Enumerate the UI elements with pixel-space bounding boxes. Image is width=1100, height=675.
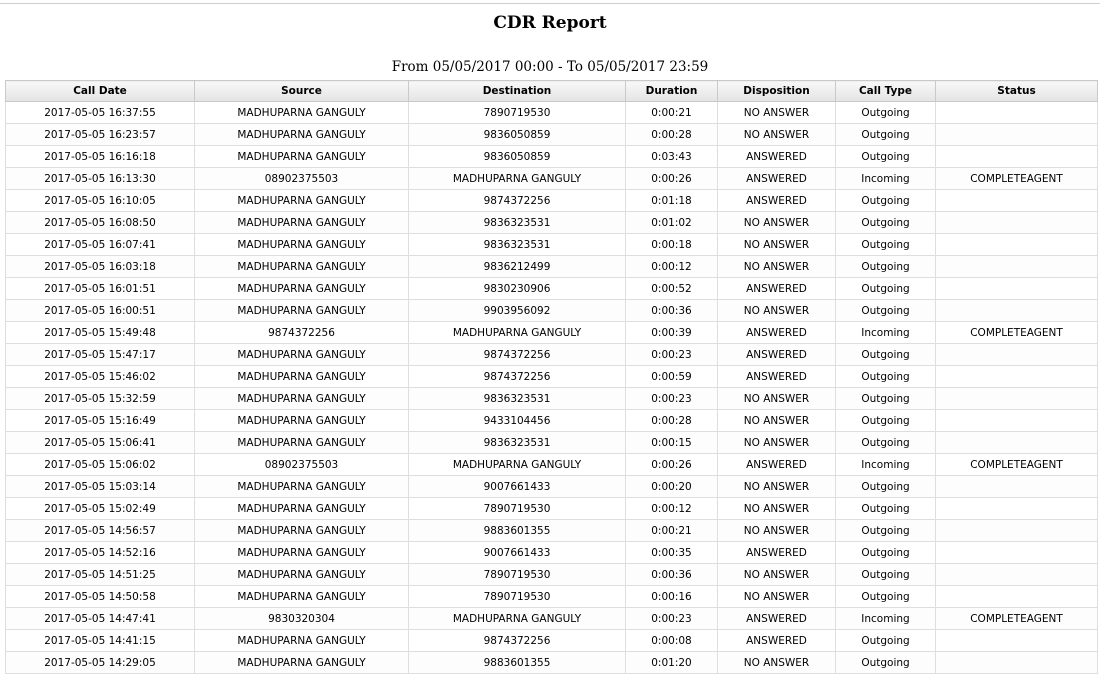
cell-status: [936, 410, 1098, 432]
cell-call-type: Outgoing: [836, 124, 936, 146]
cell-destination: 9836323531: [409, 432, 626, 454]
cell-destination: 9874372256: [409, 630, 626, 652]
column-header-destination[interactable]: Destination: [409, 81, 626, 102]
cell-duration: 0:00:08: [626, 630, 718, 652]
cell-status: [936, 630, 1098, 652]
cell-destination: 9874372256: [409, 190, 626, 212]
cell-disposition: NO ANSWER: [718, 300, 836, 322]
cell-destination: 7890719530: [409, 586, 626, 608]
cell-duration: 0:01:20: [626, 652, 718, 674]
cell-duration: 0:00:23: [626, 388, 718, 410]
cell-call-type: Outgoing: [836, 256, 936, 278]
cell-call-date: 2017-05-05 15:02:49: [6, 498, 195, 520]
cell-duration: 0:00:36: [626, 300, 718, 322]
cell-disposition: NO ANSWER: [718, 124, 836, 146]
cell-duration: 0:00:28: [626, 410, 718, 432]
cell-source: MADHUPARNA GANGULY: [195, 586, 409, 608]
cell-call-date: 2017-05-05 14:41:15: [6, 630, 195, 652]
cell-duration: 0:00:18: [626, 234, 718, 256]
cell-call-type: Outgoing: [836, 278, 936, 300]
cell-call-type: Outgoing: [836, 212, 936, 234]
cell-status: [936, 234, 1098, 256]
cell-call-date: 2017-05-05 14:52:16: [6, 542, 195, 564]
cell-source: MADHUPARNA GANGULY: [195, 344, 409, 366]
cell-disposition: ANSWERED: [718, 344, 836, 366]
table-row: [6, 212, 1098, 234]
cell-call-type: Incoming: [836, 168, 936, 190]
cell-disposition: NO ANSWER: [718, 498, 836, 520]
cell-destination: 9007661433: [409, 476, 626, 498]
cell-status: [936, 212, 1098, 234]
cell-disposition: ANSWERED: [718, 322, 836, 344]
column-header-disposition[interactable]: Disposition: [718, 81, 836, 102]
table-header-row: [6, 81, 1098, 102]
cell-call-type: Outgoing: [836, 234, 936, 256]
cell-source: MADHUPARNA GANGULY: [195, 388, 409, 410]
cell-duration: 0:00:23: [626, 608, 718, 630]
cell-duration: 0:00:21: [626, 520, 718, 542]
cell-source: MADHUPARNA GANGULY: [195, 652, 409, 674]
cell-status: [936, 190, 1098, 212]
table-body: [6, 102, 1098, 674]
cell-destination: 9836323531: [409, 212, 626, 234]
cell-disposition: ANSWERED: [718, 608, 836, 630]
cell-status: COMPLETEAGENT: [936, 168, 1098, 190]
cell-source: MADHUPARNA GANGULY: [195, 520, 409, 542]
cell-call-date: 2017-05-05 15:06:41: [6, 432, 195, 454]
table-row: [6, 300, 1098, 322]
cell-call-date: 2017-05-05 16:03:18: [6, 256, 195, 278]
cell-status: [936, 498, 1098, 520]
cell-call-date: 2017-05-05 16:00:51: [6, 300, 195, 322]
cell-status: COMPLETEAGENT: [936, 608, 1098, 630]
cell-destination: 9433104456: [409, 410, 626, 432]
cell-status: [936, 344, 1098, 366]
cell-status: [936, 366, 1098, 388]
table-row: [6, 168, 1098, 190]
cell-destination: 9836050859: [409, 146, 626, 168]
cell-call-date: 2017-05-05 16:16:18: [6, 146, 195, 168]
cell-duration: 0:00:36: [626, 564, 718, 586]
table-row: [6, 124, 1098, 146]
cell-destination: MADHUPARNA GANGULY: [409, 454, 626, 476]
cell-source: 08902375503: [195, 168, 409, 190]
cell-disposition: NO ANSWER: [718, 212, 836, 234]
cell-status: COMPLETEAGENT: [936, 322, 1098, 344]
cell-source: MADHUPARNA GANGULY: [195, 498, 409, 520]
cell-status: [936, 102, 1098, 124]
table-row: [6, 586, 1098, 608]
cell-source: MADHUPARNA GANGULY: [195, 124, 409, 146]
cell-destination: 9007661433: [409, 542, 626, 564]
column-header-source[interactable]: Source: [195, 81, 409, 102]
cell-disposition: NO ANSWER: [718, 256, 836, 278]
cell-call-type: Outgoing: [836, 630, 936, 652]
column-header-call-type[interactable]: Call Type: [836, 81, 936, 102]
table-row: [6, 652, 1098, 674]
cell-duration: 0:00:21: [626, 102, 718, 124]
cell-duration: 0:00:15: [626, 432, 718, 454]
cell-call-date: 2017-05-05 15:47:17: [6, 344, 195, 366]
cell-destination: 9883601355: [409, 520, 626, 542]
cell-duration: 0:01:18: [626, 190, 718, 212]
cell-status: [936, 388, 1098, 410]
cell-disposition: NO ANSWER: [718, 520, 836, 542]
cell-call-date: 2017-05-05 14:50:58: [6, 586, 195, 608]
cell-status: [936, 520, 1098, 542]
table-row: [6, 146, 1098, 168]
cell-duration: 0:03:43: [626, 146, 718, 168]
table-row: [6, 102, 1098, 124]
cell-call-type: Outgoing: [836, 190, 936, 212]
cell-status: [936, 300, 1098, 322]
cell-duration: 0:01:02: [626, 212, 718, 234]
cell-source: MADHUPARNA GANGULY: [195, 212, 409, 234]
cell-disposition: NO ANSWER: [718, 432, 836, 454]
cell-call-type: Outgoing: [836, 146, 936, 168]
cell-duration: 0:00:12: [626, 256, 718, 278]
cell-call-type: Outgoing: [836, 300, 936, 322]
cell-call-type: Incoming: [836, 454, 936, 476]
cell-call-date: 2017-05-05 16:37:55: [6, 102, 195, 124]
cell-status: [936, 146, 1098, 168]
cell-duration: 0:00:28: [626, 124, 718, 146]
table-row: [6, 564, 1098, 586]
cell-disposition: NO ANSWER: [718, 410, 836, 432]
cell-duration: 0:00:20: [626, 476, 718, 498]
cell-disposition: ANSWERED: [718, 630, 836, 652]
cell-source: MADHUPARNA GANGULY: [195, 190, 409, 212]
cell-destination: 9874372256: [409, 366, 626, 388]
cell-call-type: Outgoing: [836, 652, 936, 674]
cell-disposition: NO ANSWER: [718, 586, 836, 608]
cell-destination: 9830230906: [409, 278, 626, 300]
cell-source: MADHUPARNA GANGULY: [195, 630, 409, 652]
cell-destination: 7890719530: [409, 564, 626, 586]
cell-disposition: ANSWERED: [718, 278, 836, 300]
cell-call-date: 2017-05-05 16:23:57: [6, 124, 195, 146]
cell-call-date: 2017-05-05 15:03:14: [6, 476, 195, 498]
cell-disposition: NO ANSWER: [718, 476, 836, 498]
cdr-table-container: [5, 80, 1097, 674]
cell-disposition: ANSWERED: [718, 168, 836, 190]
cell-source: MADHUPARNA GANGULY: [195, 300, 409, 322]
cell-source: MADHUPARNA GANGULY: [195, 234, 409, 256]
cell-call-date: 2017-05-05 15:49:48: [6, 322, 195, 344]
table-row: [6, 454, 1098, 476]
cell-destination: 9874372256: [409, 344, 626, 366]
table-row: [6, 234, 1098, 256]
cell-source: 08902375503: [195, 454, 409, 476]
cell-duration: 0:00:52: [626, 278, 718, 300]
cell-call-type: Outgoing: [836, 564, 936, 586]
cell-destination: 9836323531: [409, 234, 626, 256]
cell-duration: 0:00:16: [626, 586, 718, 608]
cell-status: [936, 652, 1098, 674]
cell-source: MADHUPARNA GANGULY: [195, 102, 409, 124]
cell-disposition: ANSWERED: [718, 454, 836, 476]
table-row: [6, 256, 1098, 278]
cell-duration: 0:00:39: [626, 322, 718, 344]
cdr-table: [5, 80, 1098, 674]
cell-status: [936, 432, 1098, 454]
cell-call-date: 2017-05-05 15:06:02: [6, 454, 195, 476]
cell-source: 9874372256: [195, 322, 409, 344]
cell-duration: 0:00:26: [626, 454, 718, 476]
cell-status: [936, 256, 1098, 278]
cell-source: MADHUPARNA GANGULY: [195, 564, 409, 586]
cell-source: MADHUPARNA GANGULY: [195, 256, 409, 278]
cell-destination: 9903956092: [409, 300, 626, 322]
cell-call-date: 2017-05-05 14:51:25: [6, 564, 195, 586]
table-row: [6, 498, 1098, 520]
cell-call-type: Outgoing: [836, 366, 936, 388]
cell-duration: 0:00:26: [626, 168, 718, 190]
cell-call-date: 2017-05-05 14:56:57: [6, 520, 195, 542]
table-row: [6, 476, 1098, 498]
table-row: [6, 322, 1098, 344]
cell-disposition: NO ANSWER: [718, 234, 836, 256]
cell-destination: 7890719530: [409, 102, 626, 124]
table-row: [6, 630, 1098, 652]
cell-status: [936, 564, 1098, 586]
cell-status: [936, 542, 1098, 564]
cell-call-date: 2017-05-05 16:13:30: [6, 168, 195, 190]
table-row: [6, 432, 1098, 454]
cell-source: 9830320304: [195, 608, 409, 630]
cell-destination: 9836050859: [409, 124, 626, 146]
cell-call-type: Outgoing: [836, 586, 936, 608]
cell-call-date: 2017-05-05 15:32:59: [6, 388, 195, 410]
cell-call-date: 2017-05-05 16:01:51: [6, 278, 195, 300]
table-row: [6, 520, 1098, 542]
cell-disposition: ANSWERED: [718, 190, 836, 212]
cell-destination: MADHUPARNA GANGULY: [409, 322, 626, 344]
table-row: [6, 608, 1098, 630]
report-title: CDR Report: [493, 13, 607, 33]
table-row: [6, 542, 1098, 564]
top-divider: [0, 3, 1100, 4]
cell-source: MADHUPARNA GANGULY: [195, 542, 409, 564]
cell-call-type: Incoming: [836, 322, 936, 344]
cell-source: MADHUPARNA GANGULY: [195, 278, 409, 300]
table-row: [6, 344, 1098, 366]
cell-disposition: ANSWERED: [718, 366, 836, 388]
cell-status: [936, 586, 1098, 608]
column-header-duration[interactable]: Duration: [626, 81, 718, 102]
cell-call-date: 2017-05-05 15:16:49: [6, 410, 195, 432]
cell-disposition: NO ANSWER: [718, 652, 836, 674]
cell-call-type: Outgoing: [836, 388, 936, 410]
cell-call-type: Outgoing: [836, 542, 936, 564]
table-row: [6, 190, 1098, 212]
cell-call-type: Incoming: [836, 608, 936, 630]
cell-call-type: Outgoing: [836, 432, 936, 454]
cell-status: [936, 278, 1098, 300]
cell-call-date: 2017-05-05 14:29:05: [6, 652, 195, 674]
cell-duration: 0:00:12: [626, 498, 718, 520]
cell-call-date: 2017-05-05 16:10:05: [6, 190, 195, 212]
cell-call-date: 2017-05-05 14:47:41: [6, 608, 195, 630]
table-row: [6, 278, 1098, 300]
cell-call-type: Outgoing: [836, 344, 936, 366]
table-row: [6, 410, 1098, 432]
cell-disposition: NO ANSWER: [718, 102, 836, 124]
cell-disposition: NO ANSWER: [718, 388, 836, 410]
cell-status: [936, 124, 1098, 146]
cell-duration: 0:00:23: [626, 344, 718, 366]
cell-duration: 0:00:59: [626, 366, 718, 388]
cell-destination: 9836212499: [409, 256, 626, 278]
cell-destination: 9836323531: [409, 388, 626, 410]
cell-call-date: 2017-05-05 16:07:41: [6, 234, 195, 256]
cell-source: MADHUPARNA GANGULY: [195, 476, 409, 498]
column-header-status[interactable]: Status: [936, 81, 1098, 102]
table-row: [6, 388, 1098, 410]
cell-status: COMPLETEAGENT: [936, 454, 1098, 476]
cell-duration: 0:00:35: [626, 542, 718, 564]
cell-disposition: ANSWERED: [718, 542, 836, 564]
cell-disposition: NO ANSWER: [718, 564, 836, 586]
cell-destination: MADHUPARNA GANGULY: [409, 168, 626, 190]
table-row: [6, 366, 1098, 388]
cell-call-type: Outgoing: [836, 410, 936, 432]
cell-destination: MADHUPARNA GANGULY: [409, 608, 626, 630]
cell-call-type: Outgoing: [836, 498, 936, 520]
cell-call-type: Outgoing: [836, 520, 936, 542]
cell-call-type: Outgoing: [836, 102, 936, 124]
cell-call-date: 2017-05-05 16:08:50: [6, 212, 195, 234]
cell-source: MADHUPARNA GANGULY: [195, 410, 409, 432]
cell-source: MADHUPARNA GANGULY: [195, 432, 409, 454]
cell-source: MADHUPARNA GANGULY: [195, 366, 409, 388]
cell-status: [936, 476, 1098, 498]
cell-disposition: ANSWERED: [718, 146, 836, 168]
column-header-call-date[interactable]: Call Date: [6, 81, 195, 102]
cell-destination: 9883601355: [409, 652, 626, 674]
report-date-range: From 05/05/2017 00:00 - To 05/05/2017 23:59: [391, 59, 709, 75]
cell-destination: 7890719530: [409, 498, 626, 520]
cell-source: MADHUPARNA GANGULY: [195, 146, 409, 168]
cell-call-type: Outgoing: [836, 476, 936, 498]
cell-call-date: 2017-05-05 15:46:02: [6, 366, 195, 388]
